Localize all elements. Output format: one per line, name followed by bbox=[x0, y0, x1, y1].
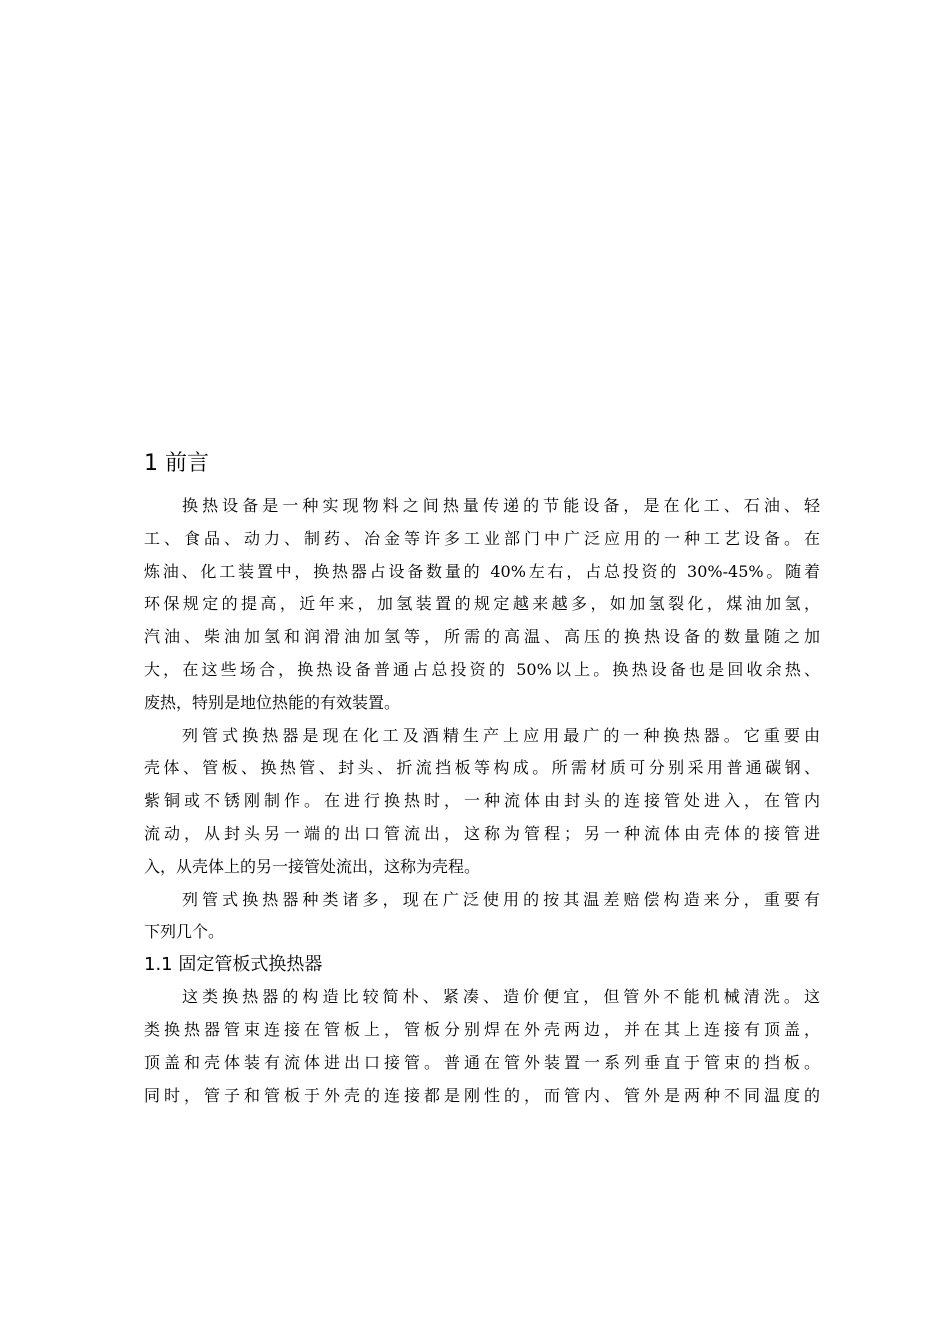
document-body bbox=[144, 448, 820, 1112]
section-heading-preface: 1 前言 bbox=[144, 451, 209, 476]
section-heading-fixed-tube-sheet: 1.1 固定管板式换热器 bbox=[144, 954, 323, 976]
paragraph-exchanger-types bbox=[144, 884, 820, 950]
paragraph-heat-exchange-equipment bbox=[144, 490, 820, 720]
text-line: 入，从壳体上的另一接管处流出，这称为壳程。 bbox=[144, 856, 481, 876]
text-line: 炼油、化工装置中，换热器占设备数量的 40%左右，占总投资的 30%-45%。随着 bbox=[144, 561, 820, 581]
text-line: 列管式换热器种类诸多，现在广泛使用的按其温差赔偿构造来分，重要有 bbox=[182, 889, 820, 909]
text-line: 废热，特别是地位热能的有效装置。 bbox=[144, 692, 401, 712]
text-line: 工、食品、动力、制药、冶金等许多工业部门中广泛应用的一种工艺设备。在 bbox=[144, 528, 820, 548]
text-line: 紫铜或不锈刚制作。在进行换热时，一种流体由封头的连接管处进入，在管内 bbox=[144, 791, 820, 811]
text-line: 同时，管子和管板于外壳的连接都是刚性的，而管内、管外是两种不同温度的 bbox=[144, 1085, 820, 1105]
text-line: 壳体、管板、换热管、封头、折流挡板等构成。所需材质可分别采用普通碳钢、 bbox=[144, 758, 820, 778]
text-line: 下列几个。 bbox=[144, 922, 225, 942]
text-line: 列管式换热器是现在化工及酒精生产上应用最广的一种换热器。它重要由 bbox=[182, 725, 820, 745]
text-line: 这类换热器的构造比较简朴、紧凑、造价便宜，但管外不能机械清洗。这 bbox=[182, 987, 820, 1007]
text-line: 类换热器管束连接在管板上，管板分别焊在外壳两边，并在其上连接有顶盖， bbox=[144, 1019, 820, 1039]
text-line: 汽油、柴油加氢和润滑油加氢等，所需的高温、高压的换热设备的数量随之加 bbox=[144, 627, 820, 647]
text-line: 顶盖和壳体装有流体进出口接管。普通在管外装置一系列垂直于管束的挡板。 bbox=[144, 1052, 820, 1072]
text-line: 换热设备是一种实现物料之间热量传递的节能设备，是在化工、石油、轻 bbox=[182, 496, 820, 515]
text-line: 大，在这些场合，换热设备普通占总投资的 50%以上。换热设备也是回收余热、 bbox=[144, 659, 820, 679]
text-line: 环保规定的提高，近年来，加氢装置的规定越来越多，如加氢裂化，煤油加氢， bbox=[144, 594, 820, 614]
paragraph-fixed-tube-sheet bbox=[144, 981, 820, 1112]
paragraph-shell-tube-exchanger bbox=[144, 720, 820, 884]
text-line: 流动，从封头另一端的出口管流出，这称为管程；另一种流体由壳体的接管进 bbox=[144, 823, 820, 843]
